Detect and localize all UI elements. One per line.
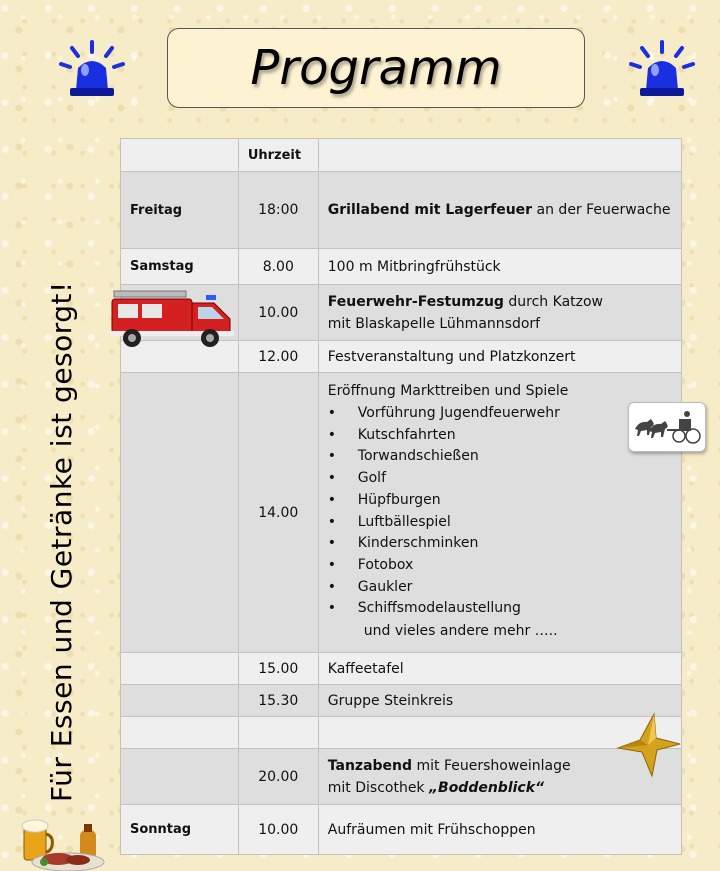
event-cell: 100 m Mitbringfrühstück (318, 249, 681, 285)
beer-food-icon (18, 812, 110, 871)
time-cell: 14.00 (238, 373, 318, 653)
time-cell: 15.00 (238, 653, 318, 685)
event-cell: Gruppe Steinkreis (318, 685, 681, 717)
header-time: Uhrzeit (238, 139, 318, 172)
side-slogan: Für Essen und Getränke ist gesorgt! (45, 281, 78, 802)
table-row (121, 249, 682, 285)
title-box (167, 28, 585, 108)
event-cell (318, 373, 681, 653)
day-cell (121, 373, 239, 653)
time-cell: 8.00 (238, 249, 318, 285)
more-text: und vieles andere mehr ….. (363, 623, 558, 640)
time-cell: 10.00 (238, 285, 318, 341)
list-item: • Golf (328, 468, 672, 490)
event-title: Feuerwehr-Festumzug (327, 293, 504, 310)
table-header-row (121, 139, 682, 172)
table-row (121, 373, 682, 653)
table-row (121, 805, 682, 855)
table-cell (121, 139, 239, 172)
page-title: Programm (250, 40, 502, 96)
activity-list (328, 403, 672, 620)
horse-carriage-icon (628, 402, 706, 452)
event-text: mit Discothek (327, 779, 429, 796)
day-cell (121, 653, 239, 685)
day-cell: Freitag (121, 172, 239, 249)
table-row (121, 653, 682, 685)
time-cell: 10.00 (238, 805, 318, 855)
table-row (121, 685, 682, 717)
event-title: Grillabend mit Lagerfeuer (327, 202, 533, 218)
table-row (121, 749, 682, 805)
time-cell (238, 717, 318, 749)
event-cell: Festveranstaltung und Platzkonzert (318, 341, 681, 373)
list-item: • Luftbällespiel (328, 512, 672, 534)
event-text: durch Katzow (503, 293, 603, 310)
time-cell: 20.00 (238, 749, 318, 805)
event-text: an der Feuerwache (532, 202, 671, 218)
list-item: • Schiffsmodelaustellung (328, 598, 672, 620)
event-cell: Aufräumen mit Frühschoppen (318, 805, 681, 855)
event-text: mit Blaskapelle Lühmannsdorf (327, 315, 541, 332)
table-row (121, 172, 682, 249)
list-item: • Gaukler (328, 577, 672, 599)
siren-icon (628, 38, 696, 100)
list-item: • Hüpfburgen (328, 490, 672, 512)
list-item: • Vorführung Jugendfeuerwehr (328, 403, 672, 425)
siren-icon (58, 38, 126, 100)
event-text: Eröffnung Markttreiben und Spiele (327, 382, 569, 399)
time-cell: 15.30 (238, 685, 318, 717)
table-row-empty (121, 717, 682, 749)
time-cell: 12.00 (238, 341, 318, 373)
program-table (120, 138, 682, 855)
event-cell: Kaffeetafel (318, 653, 681, 685)
star-icon (614, 712, 682, 778)
event-cell (318, 285, 681, 341)
list-item: • Torwandschießen (328, 446, 672, 468)
event-text: mit Feuershoweinlage (412, 757, 571, 774)
event-title: Tanzabend (327, 757, 413, 774)
list-item: • Kinderschminken (328, 533, 672, 555)
time-cell: 18:00 (238, 172, 318, 249)
day-cell: Sonntag (121, 805, 239, 855)
day-cell (121, 717, 239, 749)
table-cell (318, 139, 681, 172)
event-cell (318, 172, 681, 249)
firetruck-icon (110, 283, 238, 349)
list-item: • Kutschfahrten (328, 425, 672, 447)
list-item: • Fotobox (328, 555, 672, 577)
day-cell (121, 749, 239, 805)
day-cell: Samstag (121, 249, 239, 285)
day-cell (121, 685, 239, 717)
disco-name: „Boddenblick“ (429, 779, 545, 796)
